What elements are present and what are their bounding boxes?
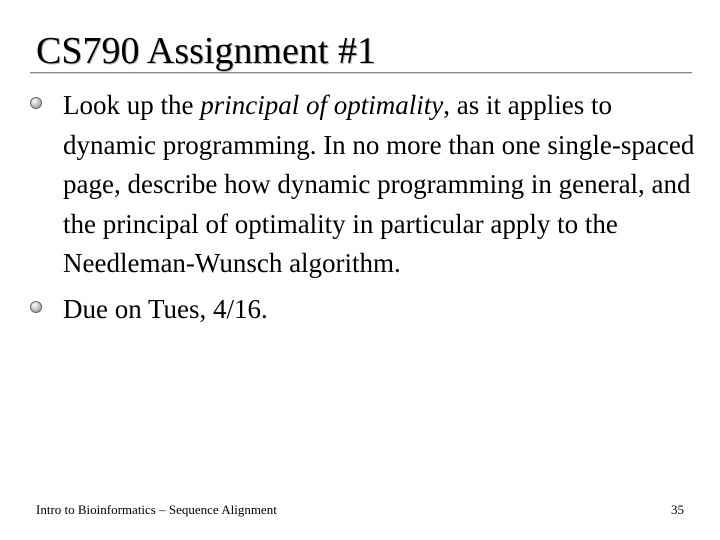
slide-number: 35 [671,502,684,517]
bullet-list [28,86,696,335]
bullet-text-start: Look up the [63,90,201,120]
bullet-dot-icon [30,97,42,109]
bullet-dot-icon [30,301,42,313]
bullet-item-due-date [28,290,696,330]
bullet-text: Due on Tues, 4/16. [63,293,268,324]
slide-title: CS790 Assignment #1 [36,30,376,72]
slide-footer: Intro to Bioinformatics – Sequence Alignment [36,502,277,517]
title-underline [30,72,692,75]
bullet-item-assignment [28,86,696,284]
bullet-emphasis: principal of optimality [200,90,444,120]
bullet-text-end: , as it applies to dynamic programming. In no more than one single-spaced page, describe how dynamic programming in general, and the principal of optimality in particular apply to the Needleman-Wunsch algorithm. [63,90,695,278]
